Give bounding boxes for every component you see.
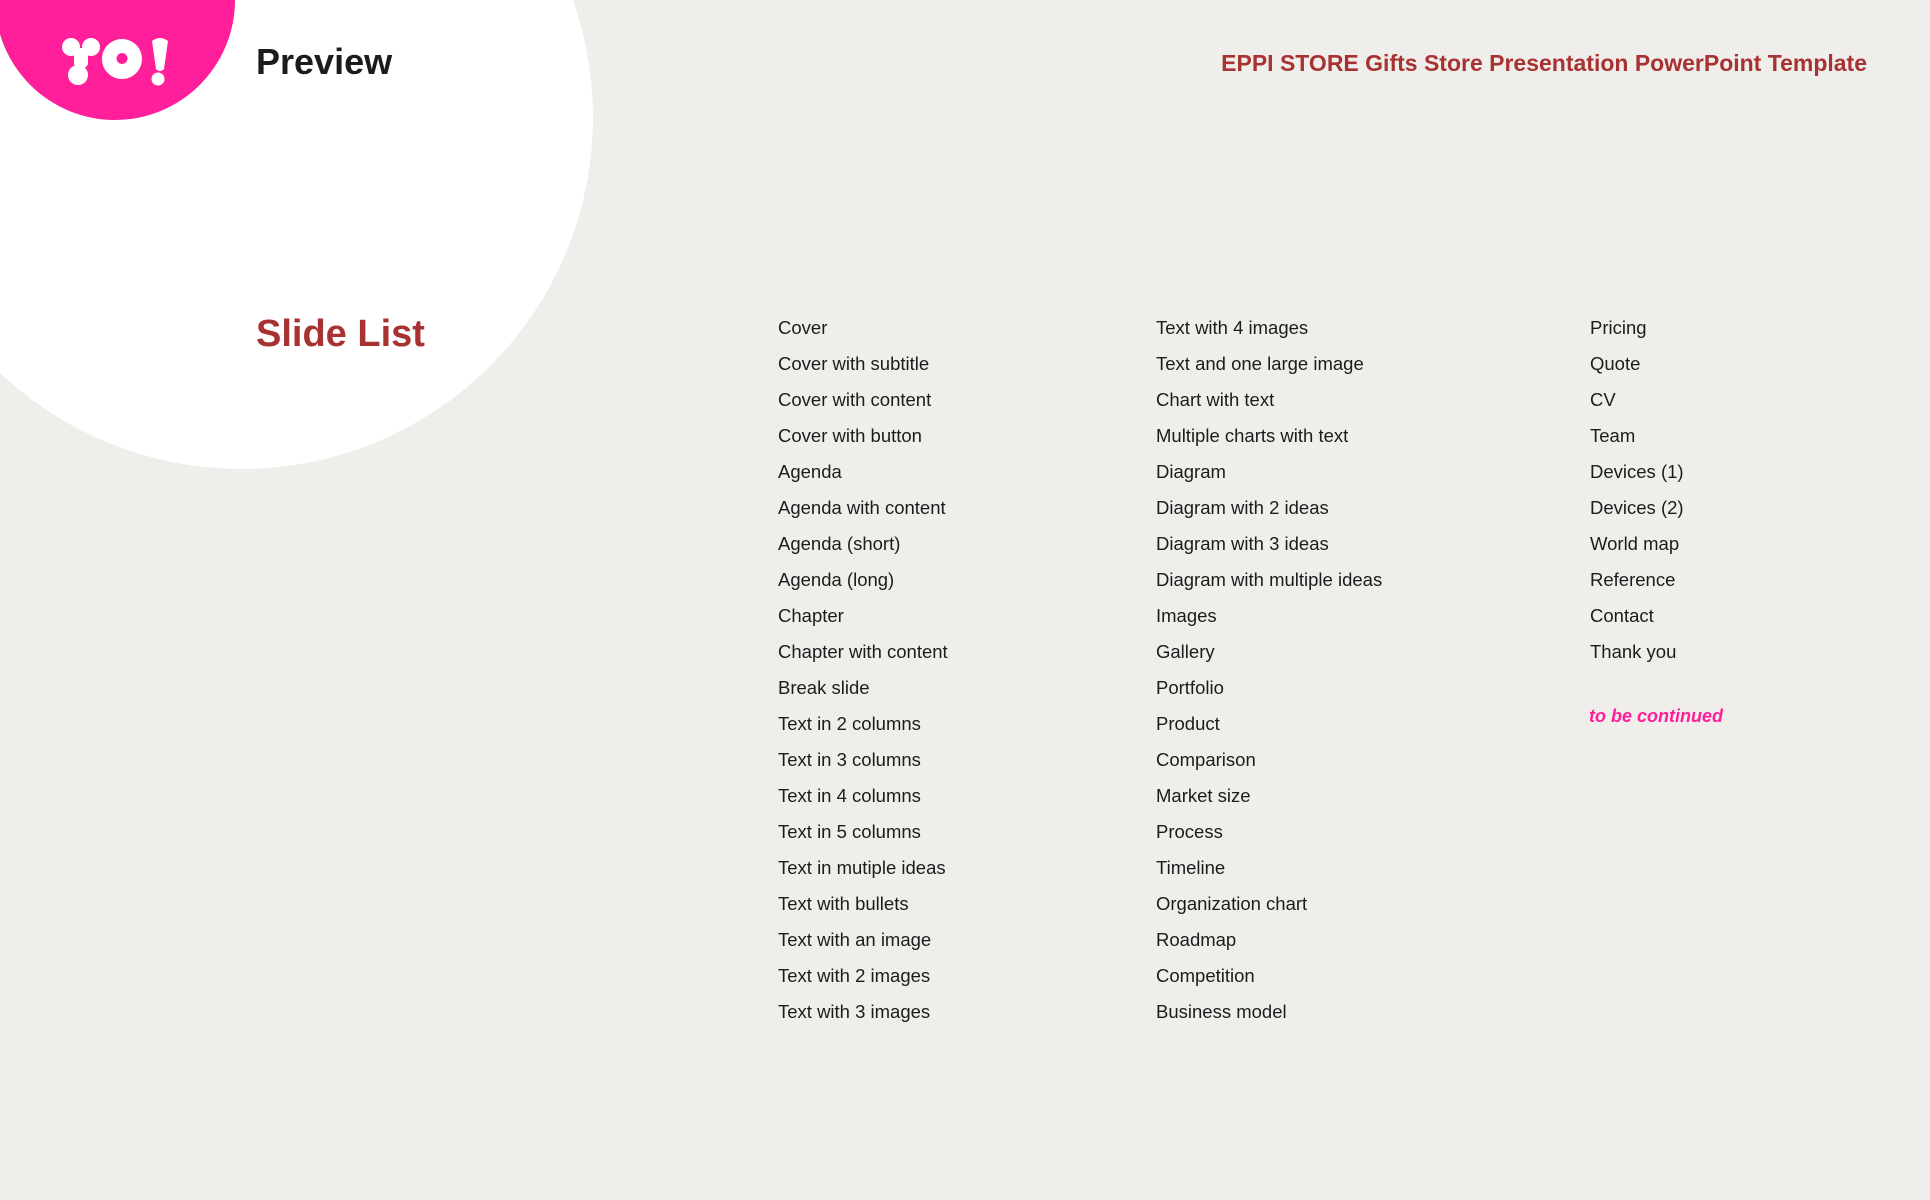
slide-list-item: Diagram — [1156, 461, 1226, 482]
slide-list-item: Process — [1156, 821, 1223, 842]
slide-list-item: Roadmap — [1156, 929, 1237, 950]
slide-list-item: Images — [1156, 605, 1217, 626]
slide-list-column-3 — [1590, 312, 1684, 672]
slide-list-item: Chapter with content — [778, 641, 948, 662]
slide-list-item: Devices (2) — [1590, 497, 1684, 518]
slide-list-item: Agenda — [778, 461, 842, 482]
to-be-continued-note: to be continued — [1589, 706, 1723, 726]
slide-list-item: Chapter — [778, 605, 844, 626]
slide-list-item: Chart with text — [1156, 389, 1275, 410]
slide-list-item: Thank you — [1590, 641, 1677, 662]
slide-list-item: Break slide — [778, 677, 870, 698]
slide-list-item: Multiple charts with text — [1156, 425, 1349, 446]
slide-list-title: Slide List — [256, 313, 425, 355]
slide-list-item: Text with 2 images — [778, 965, 931, 986]
slide-list-item: Text in 2 columns — [778, 713, 921, 734]
slide-list-item: Quote — [1590, 353, 1641, 374]
slide-list-item: World map — [1590, 533, 1680, 554]
slide-list-item: CV — [1590, 389, 1616, 410]
slide-list-column-2 — [1156, 312, 1382, 1032]
slide-list-item: Comparison — [1156, 749, 1256, 770]
slide-list-item: Diagram with 2 ideas — [1156, 497, 1329, 518]
slide-list-item: Agenda with content — [778, 497, 946, 518]
slide-list-item: Pricing — [1590, 317, 1647, 338]
slide-list-item: Gallery — [1156, 641, 1215, 662]
slide-list-item: Organization chart — [1156, 893, 1308, 914]
slide-list-item: Cover with content — [778, 389, 932, 410]
slide-list-item: Cover with subtitle — [778, 353, 930, 374]
slide-list-item: Business model — [1156, 1001, 1287, 1022]
slide-list-item: Reference — [1590, 569, 1676, 590]
slide-list-item: Text with bullets — [778, 893, 909, 914]
slide-list-item: Text and one large image — [1156, 353, 1364, 374]
template-name: EPPI STORE Gifts Store Presentation PowerPoint Template — [1221, 50, 1867, 76]
slide-list-item: Text with 4 images — [1156, 317, 1309, 338]
logo-lettering — [62, 38, 168, 86]
slide-list-item: Market size — [1156, 785, 1251, 806]
slide-list-column-1 — [778, 312, 948, 1032]
yo-logo — [60, 34, 174, 88]
slide-list-item: Devices (1) — [1590, 461, 1684, 482]
slide-list-item: Diagram with 3 ideas — [1156, 533, 1329, 554]
slide-list-item: Team — [1590, 425, 1636, 446]
page-title: Preview — [256, 41, 393, 82]
slide-list-item: Product — [1156, 713, 1220, 734]
slide-list-item: Timeline — [1156, 857, 1226, 878]
slide-list-item: Text in 4 columns — [778, 785, 921, 806]
slide-list-item: Diagram with multiple ideas — [1156, 569, 1383, 590]
slide-list-item: Text in 3 columns — [778, 749, 921, 770]
slide-list-item: Agenda (long) — [778, 569, 895, 590]
slide-list-item: Cover with button — [778, 425, 922, 446]
slide-list-item: Portfolio — [1156, 677, 1224, 698]
slide-list-item: Agenda (short) — [778, 533, 901, 554]
slide-list-item: Text in mutiple ideas — [778, 857, 946, 878]
slide-list-item: Competition — [1156, 965, 1255, 986]
slide-list-item: Text with 3 images — [778, 1001, 931, 1022]
slide-list-item: Cover — [778, 317, 828, 338]
slide-list-item: Contact — [1590, 605, 1654, 626]
slide-list-item: Text in 5 columns — [778, 821, 921, 842]
slide-list-item: Text with an image — [778, 929, 932, 950]
